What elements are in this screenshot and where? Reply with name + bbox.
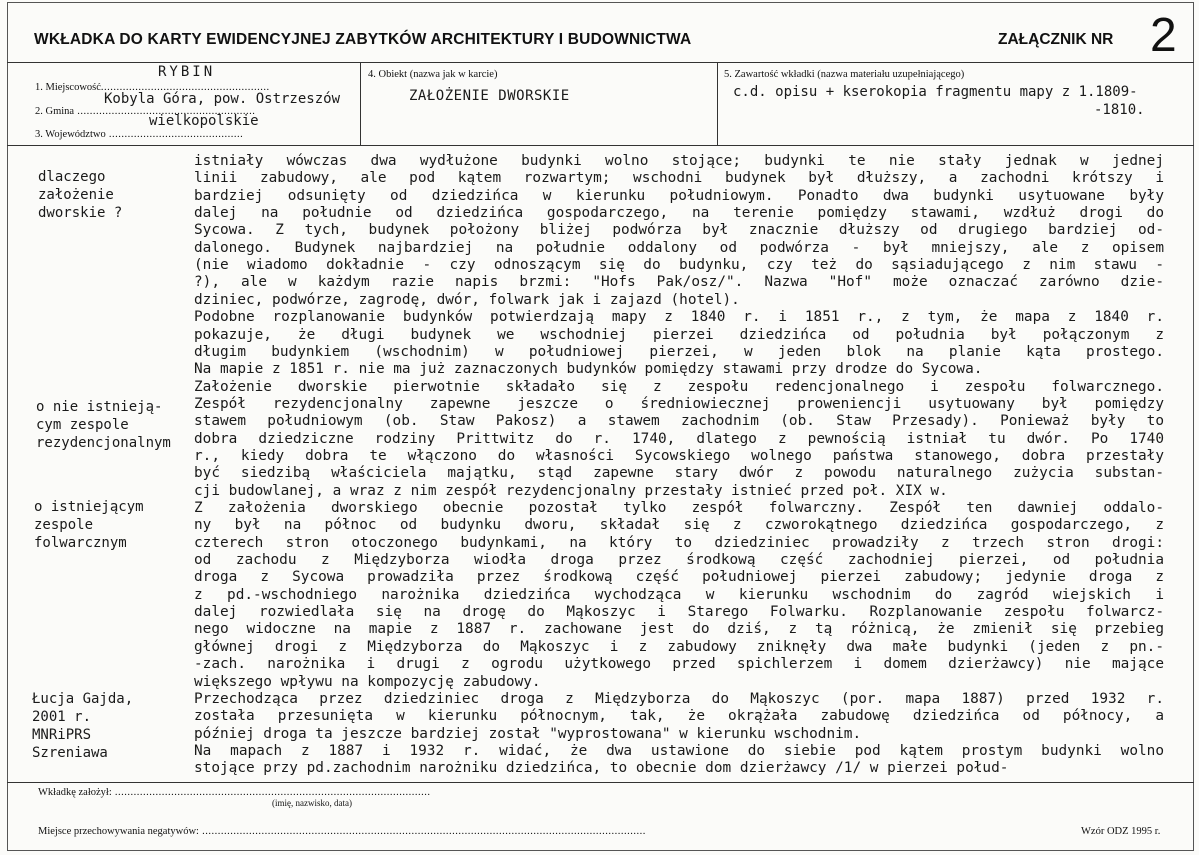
body-line: Na mapie z 1851 r. nie ma już zaznaczonych budynków pomiędzy stawami przy drodze do Sycowa. <box>194 361 983 378</box>
body-line: Z założenia dworskiego obecnie pozostał tylko zespół folwarczny. Zespół ten dawniej oddalo- <box>194 500 1164 516</box>
body-line: Na mapach z 1887 i 1932 r. widać, że dwa ustawione do siebie pod kątem prostym budynki wolno <box>194 742 1164 759</box>
margin-note-residential: o nie istnieją- cym zespole rezydencjonalnym <box>36 399 171 451</box>
body-line: z pd.-wschodniego narożnika dziedzińca wychodząca w kierunku wschodnim do zagród wiejskich i <box>194 586 1164 603</box>
contents-label: 5. Zawartość wkładki (nazwa materiału uzupełniającego) <box>724 69 965 80</box>
body-line: ?), ale w każdym razie napis brzmi: "Hofs Pak/osz/". Nazwa "Hof" może oznaczać zarówno dzie- <box>194 274 1164 291</box>
body-line: później droga ta jeszcze bardziej został "wyprostowana" w kierunku wschodnim. <box>194 725 862 742</box>
object-label: 4. Obiekt (nazwa jak w karcie) <box>368 69 498 80</box>
body-line: Sycowa. Z tych, budynek położony bliżej podwórza był znacznie dłuższy od drugiego bardziej od- <box>194 222 1164 239</box>
contents-value-line-2: -1810. <box>1094 102 1145 118</box>
body-line: długim budynkiem (wschodnim) w południowej pierzei, w jeden blok na planie kąta prostego. <box>194 343 1164 360</box>
created-by-hint: (imię, nazwisko, data) <box>272 798 352 808</box>
body-line: być siedzibą właściciela majątku, stąd zapewne stary dwór z powodu naturalnego zużycia substan- <box>194 465 1164 482</box>
form-code: Wzór ODZ 1995 r. <box>1081 826 1161 837</box>
body-line: bardziej odsunięty od dziedzińca w kierunku południowym. Ponadto dwa budynki usytuowane były <box>194 187 1164 204</box>
body-line: nego widoczne na mapie z 1887 r. zachowane jest do dziś, z tą różnicą, że zmienił się przebieg <box>194 621 1164 638</box>
body-line: dobra dziedziczne rodziny Prittwitz do r. 1740, dlatego z pewnością istniał tu dwór. Po 1740 <box>194 430 1164 447</box>
created-by-line: Wkładkę założył: ..................................................................................................... <box>38 787 431 798</box>
fields-divider-2 <box>717 62 718 146</box>
body-line: od zachodu z Międzyborza wiodła droga przez środkową część zachodniej pierzei, od południa <box>194 552 1164 569</box>
body-line: czterech stron otoczonego budynkami, na który to dziedziniec prowadziły z trzech stron drogi: <box>194 534 1164 551</box>
body-line: głównej drogi z Międzyborza do Mąkoszyc i z zabudowy zniknęły dwa małe budynki (jeden z pn.- <box>194 638 1164 655</box>
body-line: ny był na północ od budynku dworu, składał się z czworokątnego dziedzińca gospodarczego, z <box>194 517 1164 534</box>
body-line: większego wpływu na kompozycję zabudowy. <box>194 673 541 690</box>
locality-label: 1. Miejscowość...................................................... <box>35 82 270 93</box>
body-line: Podobne rozplanowanie budynków potwierdzają mapy z 1840 r. i 1851 r., z tym, że mapa z 1840 r. <box>194 309 1164 326</box>
body-line: stawem południowym (ob. Staw Pakosz) a stawem zachodnim (ob. Staw Przesady). Ponieważ były to <box>194 413 1164 430</box>
locality-value: RYBIN <box>158 64 216 80</box>
footer-rule <box>7 782 1194 783</box>
body-line: dziniec, podwórze, zagrodę, dwór, folwark jak i zajazd (hotel). <box>194 291 740 308</box>
fields-divider-1 <box>360 62 361 146</box>
body-line: linii zabudowy, ale pod kątem rozwartym; wschodni budynek był dłuższy, a zachodni krótszy i <box>194 170 1164 187</box>
margin-note-why: dlaczego założenie dworskie ? <box>38 169 123 221</box>
fields-bottom-rule <box>7 145 1194 146</box>
attachment-number: 2 <box>1150 9 1177 62</box>
body-line: pokazuje, że długi budynek we wschodniej pierzei dziedzińca od południa był połączonym z <box>194 326 1164 343</box>
negatives-location-line: Miejsce przechowywania negatywów: .............................................................................................................................................. <box>38 826 646 837</box>
commune-label: 2. Gmina ......................................................... <box>35 106 256 117</box>
body-line: cji budowlanej, a wraz z nim zespół rezydencjonalny przestały istnieć przed poł. XIX w. <box>194 482 948 499</box>
commune-value: Kobyla Góra, pow. Ostrzeszów <box>104 91 341 107</box>
object-value: ZAŁOŻENIE DWORSKIE <box>409 88 570 104</box>
body-line: droga z Sycowa prowadziła przez środkową część południowej pierzei zabudowy; jedynie droga z <box>194 569 1164 586</box>
fields-top-rule <box>7 62 1194 63</box>
margin-note-author: Łucja Gajda, 2001 r. MNRiPRS Szreniawa <box>32 691 134 761</box>
body-line: dalonego. Budynek najbardziej na południe oddalony od podwórza - był mniejszy, ale z opisem <box>194 239 1164 256</box>
voivodeship-value: wielkopolskie <box>149 113 259 129</box>
margin-note-farm: o istniejącym zespole folwarcznym <box>34 499 144 551</box>
attachment-label: ZAŁĄCZNIK NR <box>998 31 1114 48</box>
voivodeship-label: 3. Województwo ........................................... <box>35 129 244 140</box>
body-line: istniały wówczas dwa wydłużone budynki wolno stojące; budynki te nie stały jednak w jednej <box>194 153 1164 169</box>
body-line: Zespół rezydencjonalny zapewne jeszcze o średniowiecznej proweniencji usytuowany był pomiędzy <box>194 395 1164 412</box>
body-line: r., kiedy dobra te włączono do własności Sycowskiego wolnego państwa stanowego, dobra przestały <box>194 447 1164 464</box>
body-line: dalej na południe od dziedzińca gospodarczego, na terenie pomiędzy stawami, wzdłuż drogi do <box>194 205 1164 222</box>
body-line: (nie wiadomo dokładnie - czy odnoszącym się do budynku, czy też do sąsiadującego z nim stawu - <box>194 257 1164 274</box>
body-line: Przechodząca przez dziedziniec droga z Międzyborza do Mąkoszyc (por. mapa 1887) przed 1932 r. <box>194 690 1164 707</box>
body-line: Założenie dworskie pierwotnie składało się z zespołu redencjonalnego i zespołu folwarcznego. <box>194 378 1164 395</box>
body-line: stojące przy pd.zachodnim narożniku dziedzińca, to obecnie dom dzierżawcy /1/ w pierzei połud- <box>194 760 1009 777</box>
form-title: WKŁADKA DO KARTY EWIDENCYJNEJ ZABYTKÓW ARCHITEKTURY I BUDOWNICTWA <box>34 31 692 48</box>
body-line: -zach. narożnika i drugi z ogrodu użytkowego przed spichlerzem i domem dzierżawcy) nie mające <box>194 656 1164 673</box>
body-line: dalej rozwiedlała się na drogę do Mąkoszyc i Starego Folwarku. Rozplanowanie zespołu folwarcz- <box>194 604 1164 621</box>
contents-value-line-1: c.d. opisu + kserokopia fragmentu mapy z 1.1809- <box>733 84 1138 100</box>
body-line: została przesunięta w kierunku północnym, tak, że okrążała zabudowę dziedzińca od północy, a <box>194 708 1164 725</box>
